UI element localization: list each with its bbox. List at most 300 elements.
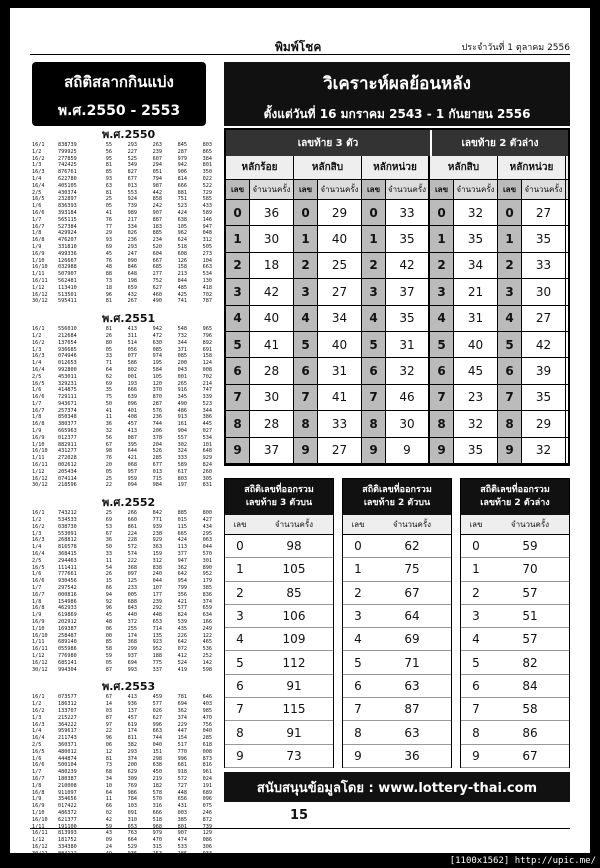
result-cell: 813993 bbox=[58, 830, 77, 837]
result-cell: 104 bbox=[202, 257, 212, 264]
result-row bbox=[32, 735, 212, 742]
result-cell: 124 bbox=[202, 360, 212, 367]
digit-cell: 2 bbox=[294, 253, 318, 278]
result-cell: 265 bbox=[177, 380, 187, 387]
result-cell: 10 bbox=[105, 782, 112, 789]
result-row bbox=[32, 482, 212, 489]
result-cell: 12 bbox=[105, 748, 112, 755]
result-cell: 16/12 bbox=[32, 475, 48, 482]
result-cell: 77 bbox=[105, 223, 112, 230]
result-cell: 505 bbox=[202, 243, 212, 250]
result-cell: 589 bbox=[177, 462, 187, 469]
result-row bbox=[32, 544, 212, 551]
result-cell: 05 bbox=[105, 346, 112, 353]
result-cell: 667 bbox=[152, 257, 162, 264]
result-cell: 11 bbox=[105, 796, 112, 803]
stats-table bbox=[224, 478, 334, 768]
result-cell: 312 bbox=[202, 237, 212, 244]
result-cell: 30/12 bbox=[32, 850, 48, 857]
analysis-row bbox=[226, 253, 568, 279]
result-cell: 55 bbox=[105, 142, 112, 148]
result-cell: 130 bbox=[202, 277, 212, 284]
result-cell: 41 bbox=[105, 209, 112, 216]
result-cell: 16/9 bbox=[32, 434, 45, 441]
result-cell: 113 bbox=[177, 544, 187, 551]
result-cell: 003 bbox=[177, 809, 187, 816]
stats-header bbox=[343, 479, 451, 515]
column-header bbox=[226, 180, 568, 200]
result-cell: 816578 bbox=[58, 544, 77, 551]
result-cell: 584 bbox=[152, 366, 162, 373]
result-cell: 486 bbox=[177, 407, 187, 414]
result-cell: 266 bbox=[127, 510, 137, 517]
left-years: พ.ศ.2550 - 2553 bbox=[57, 103, 181, 119]
result-row bbox=[32, 708, 212, 715]
result-cell: 161 bbox=[177, 421, 187, 428]
stats-row bbox=[225, 721, 333, 744]
result-cell: 142 bbox=[202, 659, 212, 666]
digit-cell: 6 bbox=[498, 358, 522, 383]
result-cell: 870 bbox=[152, 394, 162, 401]
result-cell: 653 bbox=[152, 619, 162, 625]
result-cell: 085 bbox=[177, 353, 187, 360]
count-cell: 35 bbox=[454, 438, 498, 463]
stats-columns bbox=[225, 515, 333, 535]
col-count-label: จำนวนครั้ง bbox=[318, 180, 362, 199]
result-cell: 803 bbox=[202, 142, 212, 148]
result-cell: 393184 bbox=[58, 209, 77, 216]
result-row bbox=[32, 571, 212, 578]
result-cell: 30/12 bbox=[32, 482, 48, 489]
count-cell: 25 bbox=[318, 253, 362, 278]
result-cell: 16/12 bbox=[32, 843, 48, 850]
result-cell: 81 bbox=[105, 298, 112, 305]
result-cell: 54 bbox=[105, 564, 112, 571]
result-cell: 962 bbox=[177, 230, 187, 237]
result-cell: 236 bbox=[152, 414, 162, 421]
result-cell: 377 bbox=[177, 551, 187, 558]
result-row bbox=[32, 783, 212, 790]
result-cell: 414875 bbox=[58, 387, 77, 394]
stats-title: สถิติเลขที่ออกรวม bbox=[480, 485, 550, 495]
result-cell: 103 bbox=[127, 803, 137, 810]
result-cell: 96 bbox=[105, 605, 112, 612]
digit-cell: 2 bbox=[430, 253, 454, 278]
digit-cell: 0 bbox=[226, 200, 250, 225]
result-cell: 349 bbox=[127, 162, 137, 169]
result-cell: 460 bbox=[152, 291, 162, 298]
position-label: หลักสิบ bbox=[294, 156, 362, 179]
result-cell: 557 bbox=[177, 434, 187, 441]
result-cell: 63 bbox=[105, 182, 112, 189]
result-cell: 1/7 bbox=[32, 769, 42, 776]
stats-count: 106 bbox=[282, 609, 306, 624]
digit-cell: 5 bbox=[294, 332, 318, 357]
result-cell: 16/8 bbox=[32, 789, 45, 796]
result-cell: 48 bbox=[105, 619, 112, 625]
result-row bbox=[32, 285, 212, 292]
stats-digit-label: เลข bbox=[351, 520, 365, 529]
result-cell: 413 bbox=[127, 428, 137, 435]
stats-row bbox=[225, 535, 333, 558]
result-cell: 570 bbox=[152, 796, 162, 803]
result-cell: 333 bbox=[177, 455, 187, 462]
result-cell: 472 bbox=[152, 332, 162, 339]
result-cell: 182 bbox=[152, 782, 162, 789]
result-cell: 1/9 bbox=[32, 796, 42, 803]
result-row bbox=[32, 667, 212, 674]
digit-cell: 2 bbox=[226, 253, 250, 278]
result-row bbox=[32, 769, 212, 776]
result-cell: 1/3 bbox=[32, 530, 42, 537]
analysis-title: วิเคราะห์ผลย้อนหลัง bbox=[323, 74, 471, 94]
result-cell: 92 bbox=[105, 598, 112, 605]
stats-count: 82 bbox=[522, 655, 538, 670]
analysis-banner bbox=[224, 62, 570, 126]
result-cell: 24 bbox=[105, 843, 112, 850]
result-cell: 1/3 bbox=[32, 346, 42, 353]
result-cell: 59 bbox=[105, 823, 112, 830]
result-cell: 252 bbox=[202, 652, 212, 659]
result-cell: 744 bbox=[152, 421, 162, 428]
result-cell: 310 bbox=[127, 816, 137, 823]
result-cell: 043 bbox=[177, 366, 187, 373]
result-cell: 012377 bbox=[58, 434, 77, 441]
result-cell: 435 bbox=[177, 625, 187, 632]
col-count-label: จำนวนครั้ง bbox=[454, 180, 498, 199]
digit-cell: 9 bbox=[430, 438, 454, 463]
stats-digit: 9 bbox=[472, 748, 480, 763]
digit-cell: 7 bbox=[294, 385, 318, 410]
result-cell: 277 bbox=[152, 271, 162, 278]
result-row bbox=[32, 326, 212, 333]
result-cell: 368 bbox=[127, 639, 137, 646]
result-cell: 744 bbox=[152, 735, 162, 742]
result-cell: 16/9 bbox=[32, 803, 45, 810]
result-cell: 000816 bbox=[58, 591, 77, 598]
result-row bbox=[32, 176, 212, 183]
result-cell: 885 bbox=[152, 230, 162, 237]
result-cell: 500104 bbox=[58, 762, 77, 769]
group-2-digits: เลขท้าย 2 ตัวล่าง bbox=[461, 137, 539, 149]
result-cell: 311 bbox=[127, 332, 137, 339]
result-cell: 1/2 bbox=[32, 701, 42, 708]
result-row bbox=[32, 537, 212, 544]
result-cell: 429924 bbox=[58, 230, 77, 237]
result-cell: 629 bbox=[127, 769, 137, 776]
result-cell: 553 bbox=[127, 189, 137, 196]
result-cell: 985 bbox=[202, 707, 212, 714]
result-cell: 024 bbox=[202, 775, 212, 782]
stats-count: 115 bbox=[282, 702, 306, 717]
result-cell: 094 bbox=[127, 482, 137, 489]
result-cell: 1/6 bbox=[32, 571, 42, 578]
result-cell: 562481 bbox=[58, 277, 77, 284]
result-cell: 656 bbox=[177, 796, 187, 803]
result-cell: 1/7 bbox=[32, 585, 42, 592]
result-cell: 98 bbox=[105, 448, 112, 455]
result-cell: 536 bbox=[202, 646, 212, 653]
result-cell: 831 bbox=[202, 482, 212, 489]
result-cell: 294463 bbox=[58, 557, 77, 564]
count-cell: 34 bbox=[318, 306, 362, 331]
result-cell: 16/7 bbox=[32, 591, 45, 598]
result-cell: 032988 bbox=[58, 264, 77, 271]
stats-count: 59 bbox=[522, 539, 538, 554]
stats-count-label: จำนวนครั้ง bbox=[274, 520, 314, 529]
result-cell: 301 bbox=[202, 557, 212, 564]
result-cell: 236 bbox=[127, 237, 137, 244]
result-cell: 339 bbox=[202, 394, 212, 401]
result-cell: 056 bbox=[127, 346, 137, 353]
result-cell: 993 bbox=[127, 666, 137, 673]
stats-digit: 8 bbox=[236, 725, 244, 740]
count-cell: 31 bbox=[386, 332, 430, 357]
col-count-label: จำนวนครั้ง bbox=[250, 180, 294, 199]
result-cell: 892 bbox=[202, 339, 212, 346]
stats-header bbox=[225, 479, 333, 515]
result-cell: 305 bbox=[202, 475, 212, 482]
result-cell: 048 bbox=[202, 230, 212, 237]
result-cell: 85 bbox=[105, 639, 112, 646]
result-row bbox=[32, 224, 212, 231]
stats-count: 73 bbox=[286, 748, 302, 763]
digit-cell: 4 bbox=[430, 306, 454, 331]
result-cell: 36 bbox=[105, 421, 112, 428]
stats-row bbox=[343, 698, 451, 721]
result-cell: 526 bbox=[152, 448, 162, 455]
result-cell: 648 bbox=[202, 448, 212, 455]
result-cell: 727 bbox=[177, 782, 187, 789]
count-cell: 35 bbox=[522, 385, 566, 410]
stats-digit: 9 bbox=[236, 748, 244, 763]
digit-cell: 9 bbox=[294, 438, 318, 463]
result-cell: 191100 bbox=[58, 823, 77, 830]
result-cell: 334380 bbox=[58, 843, 77, 850]
result-cell: 232897 bbox=[58, 196, 77, 203]
result-cell: 432 bbox=[127, 291, 137, 298]
result-cell: 76 bbox=[105, 455, 112, 462]
stats-digit-label: เลข bbox=[233, 520, 247, 529]
result-row bbox=[32, 278, 212, 285]
result-row bbox=[32, 639, 212, 646]
result-cell: 794 bbox=[152, 175, 162, 182]
result-cell: 45 bbox=[105, 250, 112, 257]
result-cell: 459 bbox=[152, 694, 162, 701]
stats-row bbox=[225, 745, 333, 768]
result-cell: 608 bbox=[177, 250, 187, 257]
result-row bbox=[32, 237, 212, 244]
count-cell: 42 bbox=[522, 332, 566, 357]
stats-row bbox=[343, 558, 451, 581]
digit-cell: 8 bbox=[362, 411, 386, 436]
result-cell: 026 bbox=[152, 707, 162, 714]
result-cell: 570 bbox=[202, 551, 212, 558]
result-cell: 548 bbox=[177, 326, 187, 333]
result-cell: 523 bbox=[177, 203, 187, 210]
result-row bbox=[32, 660, 212, 667]
result-row bbox=[32, 810, 212, 817]
result-cell: 331810 bbox=[58, 243, 77, 250]
result-row bbox=[32, 196, 212, 203]
result-cell: 1/9 bbox=[32, 428, 42, 435]
stats-count: 75 bbox=[404, 562, 420, 577]
result-cell: 33 bbox=[105, 353, 112, 360]
result-cell: 16/8 bbox=[32, 605, 45, 612]
count-cell: 30 bbox=[250, 226, 294, 251]
result-cell: 211743 bbox=[58, 735, 77, 742]
result-cell: 947 bbox=[177, 557, 187, 564]
stats-count: 70 bbox=[522, 562, 538, 577]
result-cell: 412 bbox=[177, 652, 187, 659]
result-cell: 691 bbox=[202, 346, 212, 353]
digit-cell: 6 bbox=[362, 358, 386, 383]
result-cell: 126667 bbox=[58, 257, 77, 264]
result-cell: 073577 bbox=[58, 694, 77, 701]
result-cell: 702 bbox=[202, 373, 212, 380]
result-cell: 681 bbox=[177, 762, 187, 769]
result-cell: 619 bbox=[127, 721, 137, 728]
result-cell: 457 bbox=[127, 714, 137, 721]
digit-cell: 8 bbox=[294, 411, 318, 436]
result-cell: 75 bbox=[105, 394, 112, 401]
result-cell: 1/7 bbox=[32, 216, 42, 223]
result-cell: 67 bbox=[105, 441, 112, 448]
result-cell: 295 bbox=[202, 530, 212, 537]
result-cell: 638 bbox=[177, 216, 187, 223]
result-cell: 431277 bbox=[58, 448, 77, 455]
result-cell: 987 bbox=[152, 182, 162, 189]
result-cell: 198 bbox=[127, 277, 137, 284]
masthead-rule bbox=[30, 54, 570, 55]
result-cell: 013 bbox=[152, 468, 162, 475]
result-cell: 06 bbox=[105, 741, 112, 748]
result-cell: 25 bbox=[105, 196, 112, 203]
count-cell: 30 bbox=[386, 411, 430, 436]
result-cell: 267 bbox=[127, 298, 137, 305]
result-row bbox=[32, 381, 212, 388]
result-cell: 405105 bbox=[58, 182, 77, 189]
result-cell: 771 bbox=[152, 517, 162, 524]
result-cell: 247 bbox=[127, 250, 137, 257]
result-cell: 959617 bbox=[58, 728, 77, 735]
result-cell: 642 bbox=[177, 571, 187, 578]
result-cell: 989 bbox=[127, 209, 137, 216]
stats-row bbox=[343, 628, 451, 651]
result-row bbox=[32, 156, 212, 163]
result-row bbox=[32, 558, 212, 565]
result-cell: 665 bbox=[177, 530, 187, 537]
result-row bbox=[32, 619, 212, 626]
result-row bbox=[32, 292, 212, 299]
result-cell: 525 bbox=[127, 155, 137, 162]
result-cell: 11 bbox=[105, 414, 112, 421]
result-cell: 001 bbox=[127, 373, 137, 380]
result-cell: 2/5 bbox=[32, 741, 42, 748]
result-cell: 858 bbox=[152, 196, 162, 203]
watermark: [1100x1562] http://upic.me/ bbox=[449, 856, 596, 866]
stats-count: 105 bbox=[282, 562, 306, 577]
result-cell: 382 bbox=[127, 741, 137, 748]
analysis-row bbox=[226, 279, 568, 305]
result-cell: 507907 bbox=[58, 271, 77, 278]
result-cell: 219 bbox=[152, 775, 162, 782]
result-cell: 29 bbox=[105, 230, 112, 237]
stats-digit-label: เลข bbox=[469, 520, 483, 529]
result-cell: 022 bbox=[202, 175, 212, 182]
result-cell: 984 bbox=[152, 482, 162, 489]
result-cell: 16/6 bbox=[32, 394, 45, 401]
result-cell: 677 bbox=[127, 175, 137, 182]
stats-count: 109 bbox=[282, 632, 306, 647]
result-cell: 67 bbox=[105, 530, 112, 537]
result-cell: 957 bbox=[127, 468, 137, 475]
result-cell: 249 bbox=[202, 625, 212, 632]
result-cell: 742425 bbox=[58, 162, 77, 169]
result-cell: 193 bbox=[127, 380, 137, 387]
result-cell: 842 bbox=[152, 510, 162, 517]
stats-row bbox=[225, 675, 333, 698]
result-cell: 959 bbox=[127, 475, 137, 482]
result-cell: 408 bbox=[127, 414, 137, 421]
result-cell: 553091 bbox=[58, 530, 77, 537]
stats-count: 98 bbox=[286, 539, 302, 554]
result-cell: 534533 bbox=[58, 517, 77, 524]
stats-row bbox=[461, 558, 569, 581]
page-number: 15 bbox=[290, 808, 309, 823]
result-cell: 885 bbox=[177, 510, 187, 517]
result-cell: 111411 bbox=[58, 564, 77, 571]
result-cell: 96 bbox=[105, 291, 112, 298]
result-cell: 097 bbox=[127, 571, 137, 578]
result-cell: 876761 bbox=[58, 169, 77, 176]
result-cell: 1/11 bbox=[32, 455, 45, 462]
count-cell: 32 bbox=[386, 358, 430, 383]
result-cell: 234 bbox=[152, 237, 162, 244]
col-digit-label: เลข bbox=[226, 180, 250, 199]
stats-count: 57 bbox=[522, 632, 538, 647]
result-cell: 572 bbox=[127, 544, 137, 551]
count-cell: 42 bbox=[250, 279, 294, 304]
result-cell: 618 bbox=[202, 741, 212, 748]
result-cell: 210008 bbox=[58, 782, 77, 789]
result-cell: 430374 bbox=[58, 189, 77, 196]
stats-count: 36 bbox=[404, 748, 420, 763]
count-cell: 27 bbox=[522, 306, 566, 331]
stats-digit: 0 bbox=[236, 539, 244, 554]
result-cell: 598 bbox=[202, 666, 212, 673]
count-cell: 27 bbox=[318, 438, 362, 463]
result-cell: 665963 bbox=[58, 428, 77, 435]
result-row bbox=[32, 462, 212, 469]
result-cell: 312 bbox=[152, 557, 162, 564]
result-cell: 929 bbox=[152, 537, 162, 544]
result-cell: 485 bbox=[177, 284, 187, 291]
stats-row bbox=[343, 651, 451, 674]
result-cell: 154986 bbox=[58, 598, 77, 605]
result-cell: 213 bbox=[177, 271, 187, 278]
result-cell: 787 bbox=[202, 298, 212, 305]
result-cell: 239 bbox=[152, 598, 162, 605]
result-cell: 105 bbox=[177, 223, 187, 230]
result-cell: 943671 bbox=[58, 400, 77, 407]
stats-title: สถิติเลขที่ออกรวม bbox=[362, 485, 432, 495]
result-cell: 1/9 bbox=[32, 243, 42, 250]
result-cell: 051 bbox=[152, 169, 162, 176]
result-row bbox=[32, 442, 212, 449]
result-cell: 166 bbox=[202, 619, 212, 625]
result-cell: 403 bbox=[202, 701, 212, 708]
